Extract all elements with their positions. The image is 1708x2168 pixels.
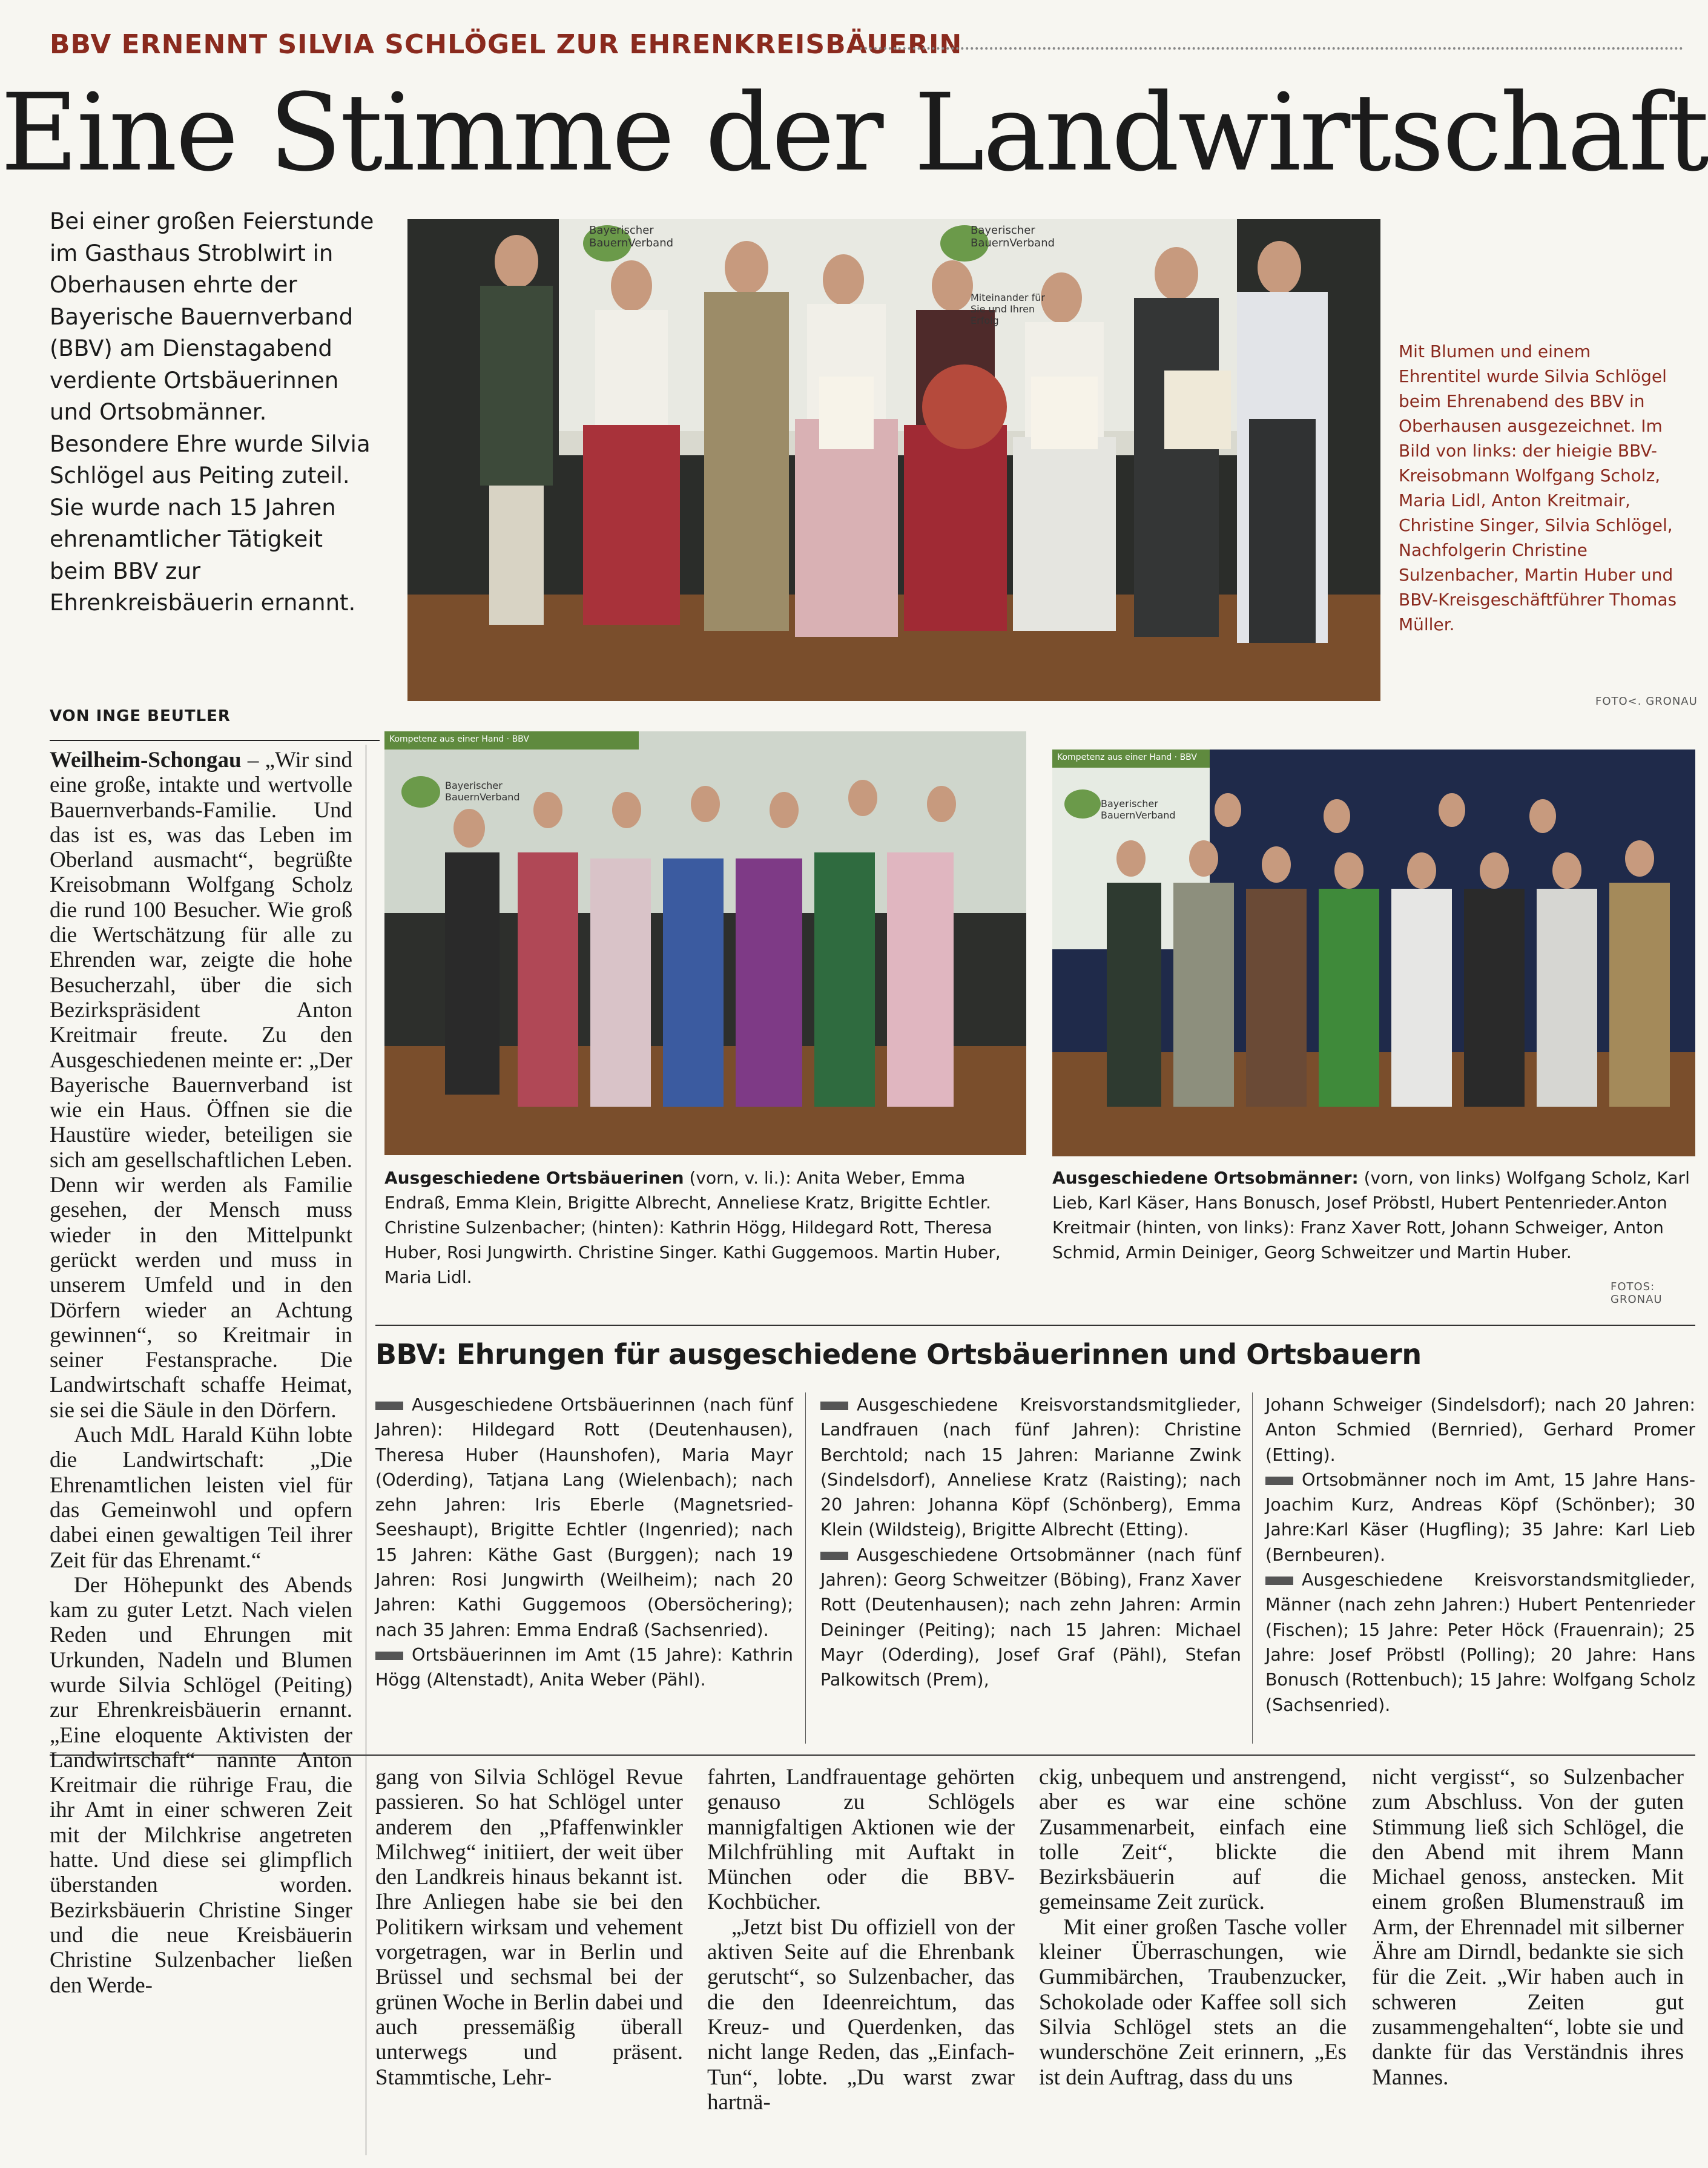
bullet-square — [820, 1402, 848, 1410]
caption-lead: Ausgeschiedene Ortsobmänner: — [1052, 1168, 1359, 1188]
box-entry: Ausgeschiedene Ortsobmänner (nach fünf Jahren): Georg Schweitzer (Böbing), Franz Xaver Rott (Deutenhausen); nach zehn Jahren: Armin Deininger (Peiting); nach 15 Jahren: Michael Mayr (Oderding), Josef Graf (Pähl), Stefan Palkowitsch (Prem), — [820, 1544, 1241, 1690]
paragraph: nicht vergisst“, so Sulzenbacher zum Abschluss. Von der guten Stimmung ließ sich Schlögel, die den Abend mit ihrem Mann Michael genoss, anstecken. Mit einem großen Blumenstrauß im Arm, der Ehrennadel mit silberner Ähre am Dirndl, bedankte sie sich für die Zeit. „Wir haben auch in schweren Zeiten gut zusammengehalten“, lobte sie und dankte für das Verständnis ihres Mannes. — [1372, 1765, 1684, 2090]
rule-box-col — [805, 1392, 806, 1744]
paragraph: Mit einer großen Tasche voller kleiner Überraschungen, wie Gummibärchen, Traubenzucker, Schokolade oder Kaffee soll sich Silvia Schlögel stets an die wunderschöne Zeit erinnern, „Es ist dein Auftrag, dass du uns — [1039, 1914, 1347, 2090]
rule-box-col — [1252, 1392, 1253, 1744]
photo-award-group — [407, 219, 1380, 701]
banner-text: Kompetenz aus einer Hand · BBV — [1057, 753, 1197, 762]
backdrop-slogan: Miteinander für Sie und Ihren Erfolg — [971, 292, 1045, 326]
banner-text: Kompetenz aus einer Hand · BBV — [389, 734, 529, 744]
photo-top-credit: FOTO<. GRONAU — [1595, 695, 1698, 708]
article-column-2 — [375, 1765, 683, 2090]
backdrop-logo-right: Bayerischer BauernVerband — [971, 224, 1055, 249]
bullet-square — [1265, 1477, 1293, 1485]
paragraph: Auch MdL Harald Kühn lobte die Landwirtschaft: „Die Ehrenamtlichen leisten viel für das Gemeinwohl und opfern dabei einen gewaltigen Teil ihrer Zeit für das Ehrenamt.“ — [50, 1423, 352, 1573]
caption-text: (vorn, v. li.): Anita Weber, Emma Endraß, Emma Klein, Brigitte Albrecht, Anneliese Kratz, Brigitte Echtler. Christine Sulzenbacher; (hinten): Kathrin Högg, Hildegard Rott, Theresa Huber, Rosi Jungwirth. Christine Singer. Kathi Guggemoos. Martin Huber, Maria Lidl. — [384, 1168, 1001, 1287]
backdrop-logo-left: Bayerischer BauernVerband — [589, 224, 674, 249]
box-entry: Ausgeschiedene Kreisvorstandsmitglieder, Männer (nach zehn Jahren:) Hubert Pentenrieder (Fischen); 15 Jahre: Peter Höck (Frauenrain); 25 Jahre: Josef Pröbstl (Polling); 20 Jahre: Hans Bonusch (Rottenbuch); 15 Jahre: Wolfgang Scholz (Sachsenried). — [1265, 1570, 1695, 1715]
byline-rule — [50, 740, 380, 741]
photo-right-credit: FOTOS: GRONAU — [1611, 1280, 1663, 1306]
headline: Eine Stimme der Landwirtschaft — [0, 71, 1708, 195]
paragraph: fahrten, Landfrauentage gehörten genauso zu Schlögels mannigfaltigen Aktionen wie der Milchfrühling mit Auftakt in München oder die BBV-Kochbücher. — [707, 1765, 1015, 1915]
article-column-1 — [50, 748, 352, 1998]
box-entry: Ausgeschiedene Ortsbäuerinnen (nach fünf Jahren): Hildegard Rott (Deutenhausen), Theresa Huber (Haunshofen), Maria Mayr (Oderding), Tatjana Lang (Wielenbach); nach zehn Jahren: Iris Eberle (Magnetsried-Seeshaupt), Brigitte Echtler (Ingenried); nach 15 Jahren: Käthe Gast (Burggen); nach 19 Jahren: Rosi Jungwirth (Weilheim); nach 20 Jahren: Kathi Guggemoos (Obersöchering); nach 35 Jahren: Emma Endraß (Sachsenried). — [375, 1395, 793, 1640]
article-column-5 — [1372, 1765, 1684, 2090]
photo-right-caption — [1052, 1165, 1695, 1265]
rule-box-top — [375, 1325, 1695, 1326]
paragraph: ckig, unbequem und anstrengend, aber es war eine schöne Zusammenarbeit, einfach eine tolle Zeit“, blickte die Bezirksbäuerin auf die gemeinsame Zeit zurück. — [1039, 1765, 1347, 1915]
box-column-1 — [375, 1392, 793, 1693]
article-column-4 — [1039, 1765, 1347, 2090]
box-entry: Ortsobmänner noch im Amt, 15 Jahre Hans-Joachim Kurz, Andreas Köpf (Schönber); 30 Jahre:Karl Käser (Hugfling); 35 Jahre: Karl Lieb (Bernbeuren). — [1265, 1469, 1695, 1565]
dateline: Weilheim-Schongau — [50, 748, 242, 773]
backdrop-logo: Bayerischer BauernVerband — [445, 780, 520, 803]
box-entry: Ausgeschiedene Kreisvorstandsmitglieder, Landfrauen (nach fünf Jahren): Christine Berchtold; nach 15 Jahren: Marianne Zwink (Sindelsdorf), Anneliese Kratz (Raisting); nach 20 Jahren: Johanna Köpf (Schönberg), Emma Klein (Wildsteig), Brigitte Albrecht (Etting). — [820, 1395, 1241, 1540]
backdrop-logo: Bayerischer BauernVerband — [1101, 798, 1176, 821]
bullet-square — [375, 1652, 403, 1660]
bullet-square — [820, 1552, 848, 1560]
box-entry: Ortsbäuerinnen im Amt (15 Jahre): Kathrin Högg (Altenstadt), Anita Weber (Pähl). — [375, 1644, 793, 1690]
photo-left-caption — [384, 1165, 1026, 1290]
caption-lead: Ausgeschiedene Ortsbäuerinen — [384, 1168, 684, 1188]
box-column-3 — [1265, 1392, 1695, 1718]
byline: VON INGE BEUTLER — [50, 707, 231, 725]
caption-text: (vorn, von links) Wolfgang Scholz, Karl Lieb, Karl Käser, Hans Bonusch, Josef Pröbstl, Hubert Pentenrieder.Anton Kreitmair (hinten, von links): Franz Xaver Rott, Johann Schweiger, Anton Schmid, Armin Deiniger, Georg Schweitzer und Martin Huber. — [1052, 1168, 1690, 1262]
box-title: BBV: Ehrungen für ausgeschiedene Ortsbäuerinnen und Ortsbauern — [375, 1338, 1422, 1371]
paragraph: „Jetzt bist Du offiziell von der aktiven Seite auf die Ehrenbank gerutscht“, so Sulzenbacher, das die den Ideenreichtum, das Kreuz- und Querdenken, das nicht lange Reden, das „Einfach-Tun“, lobte. „Du warst zwar hartnä- — [707, 1914, 1015, 2115]
paragraph: gang von Silvia Schlögel Revue passieren. So hat Schlögel unter anderem den „Pfaffenwinkler Milchweg“ initiiert, der weit über den Landkreis hinaus bekannt ist. Ihre Anliegen habe sie bei den Politikern wirksam und vehement vorgetragen, war in Berlin und Brüssel und sechsmal bei der grünen Woche in Berlin dabei und auch pressemäßig überall unterwegs und präsent. Stammtische, Lehr- — [375, 1765, 683, 2090]
bullet-square — [375, 1402, 403, 1410]
section-kicker: BBV ERNENNT SILVIA SCHLÖGEL ZUR EHRENKREISBÄUERIN — [50, 29, 963, 60]
lead-paragraph: Bei einer großen Feierstunde im Gasthaus Stroblwirt in Oberhausen ehrte der Bayerische Bauernverband (BBV) am Dienstagabend verdiente Ortsbäuerinnen und Ortsobmänner. Besondere Ehre wurde Silvia Schlögel aus Peiting zuteil. Sie wurde nach 15 Jahren ehrenamtlicher Tätigkeit beim BBV zur Ehrenkreisbäuerin ernannt. — [50, 208, 374, 616]
photo-ortsobmaenner — [1052, 750, 1695, 1156]
paragraph: – „Wir sind eine große, intakte und wertvolle Bauernverbands-Familie. Und das ist es, was das Leben im Oberland ausmacht“, begrüßte Kreisobmann Wolfgang Scholz die rund 100 Besucher. Wie groß die Wertschätzung für alle zu Ehrenden war, zeigte die hohe Besucherzahl, über die sich Bezirkspräsident Anton Kreitmair freute. Zu den Ausgeschiedenen meinte er: „Der Bayerische Bauernverband ist wie ein Haus. Öffnen sie die Haustüre wieder, beteiligen sie sich am gesellschaftlichen Leben. Denn wir werden als Familie gesehen, der Mensch muss wieder in den Mittelpunkt gerückt werden und muss in unserem Umfeld und in den Dörfern wieder an Achtung gewinnen“, so Kreitmair in seiner Festansprache. Die Landwirtschaft schaffe Heimat, sie sei die Säule in den Dörfern. — [50, 748, 352, 1423]
kicker-rule — [860, 47, 1683, 50]
bullet-square — [1265, 1577, 1293, 1585]
photo-top-caption: Mit Blumen und einem Ehrentitel wurde Silvia Schlögel beim Ehrenabend des BBV in Oberhausen ausgezeichnet. Im Bild von links: der hieigie BBV-Kreisobmann Wolfgang Scholz, Maria Lidl, Anton Kreitmair, Christine Singer, Silvia Schlögel, Nachfolgerin Christine Sulzenbacher, Martin Huber und BBV-Kreisgeschäftführer Thomas Müller. — [1399, 341, 1677, 634]
box-column-2 — [820, 1392, 1241, 1693]
paragraph: Der Höhepunkt des Abends kam zu guter Letzt. Nach vielen Reden und Ehrungen mit Urkunden, Nadeln und Blumen wurde Silvia Schlögel (Peiting) zur Ehrenkreisbäuerin ernannt. „Eine eloquente Aktivisten der Landwirtschaft“ nannte Anton Kreitmair die rührige Frau, die ihr Amt in einer schweren Zeit mit der Milchkrise angetreten hatte. Und diese sei glimpflich überstanden worden. Bezirksbäuerin Christine Singer und die neue Kreisbäuerin Christine Sulzenbacher ließen den Werde- — [50, 1572, 352, 1998]
article-column-3 — [707, 1765, 1015, 2115]
photo-ortsbaeuerinnen — [384, 731, 1026, 1155]
box-entry: Johann Schweiger (Sindelsdorf); nach 20 Jahren: Anton Schmied (Bernried), Gerhard Promer (Etting). — [1265, 1395, 1695, 1465]
